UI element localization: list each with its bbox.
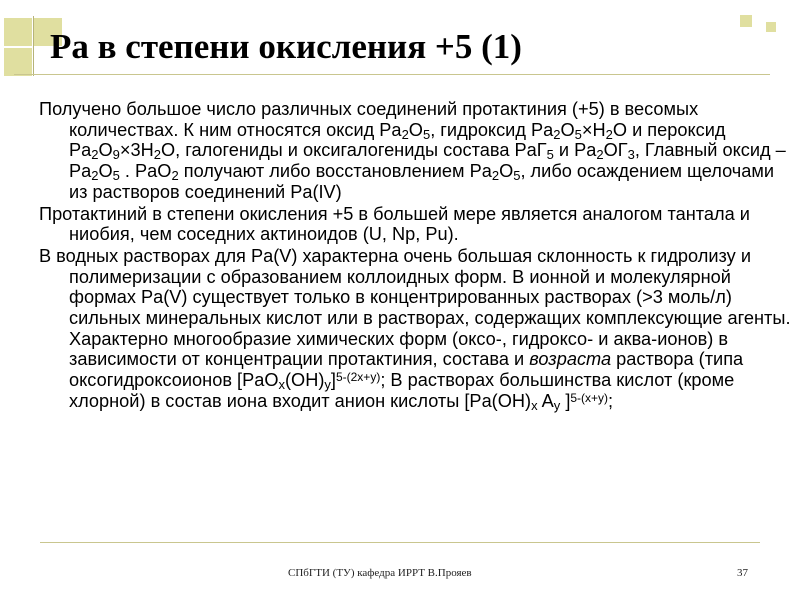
paragraph-1: Получено большое число различных соединений протактиния (+5) в весомых количествах. К ним относятся оксид $Pa_2O_5$, гидроксид $Pa_2O_5\times H_2O$ и пероксид $Pa_2O_9\times 3H_2O$, галогениды и оксигалогениды состава PaГ$_5$ и $Pa_2OГ_3$, Главный оксид – $Pa_2O_5$ . PaO$_2$ получают либо восстановлением $Pa_2O_5$, либо осаждением щелочами из растворов соединений Pa(IV) bbox=[39, 99, 786, 202]
decor-square-5 bbox=[766, 22, 776, 32]
footer-line bbox=[40, 542, 760, 543]
slide-title: Pa в степени окисления +5 (1) bbox=[50, 27, 522, 66]
paragraph-3: В водных растворах для Pa(V) характерна очень большая склонность к гидролизу и полимеризации с образованием коллоидных форм. В ионной и молекулярной формах Pa(V) существует только в концентрированных растворах (>3 моль/л) сильных минеральных кислот или в растворах, содержащих комплексующие агенты. Характерно многообразие химических форм (оксо-, гидроксо- и аква-ионов) в зависимости от концентрации протактиния, состава и возраста раствора (типа оксогидроксоионов $[PaO_x(OH)_y]^{5-(2x+y)}$; В растворах большинства кислот (кроме хлорной) в состав иона входит анион кислоты [$Pa(OH)_x$ $A_y$ ]$^{5-(x+y)}$; bbox=[39, 245, 791, 413]
slide-body bbox=[39, 99, 791, 412]
paragraph-2: Протактиний в степени окисления +5 в большей мере является аналогом тантала и ниобия, чем соседних актиноидов (U, Np, Pu). bbox=[39, 203, 750, 245]
decor-square-2 bbox=[4, 48, 32, 76]
decor-square-1 bbox=[4, 18, 32, 46]
decor-vertical-line bbox=[33, 16, 34, 76]
title-underline bbox=[14, 74, 770, 75]
footer-text: СПбГТИ (ТУ) кафедра ИРРТ В.Прояев bbox=[288, 567, 472, 579]
page-number: 37 bbox=[737, 567, 748, 579]
decor-square-4 bbox=[740, 15, 752, 27]
